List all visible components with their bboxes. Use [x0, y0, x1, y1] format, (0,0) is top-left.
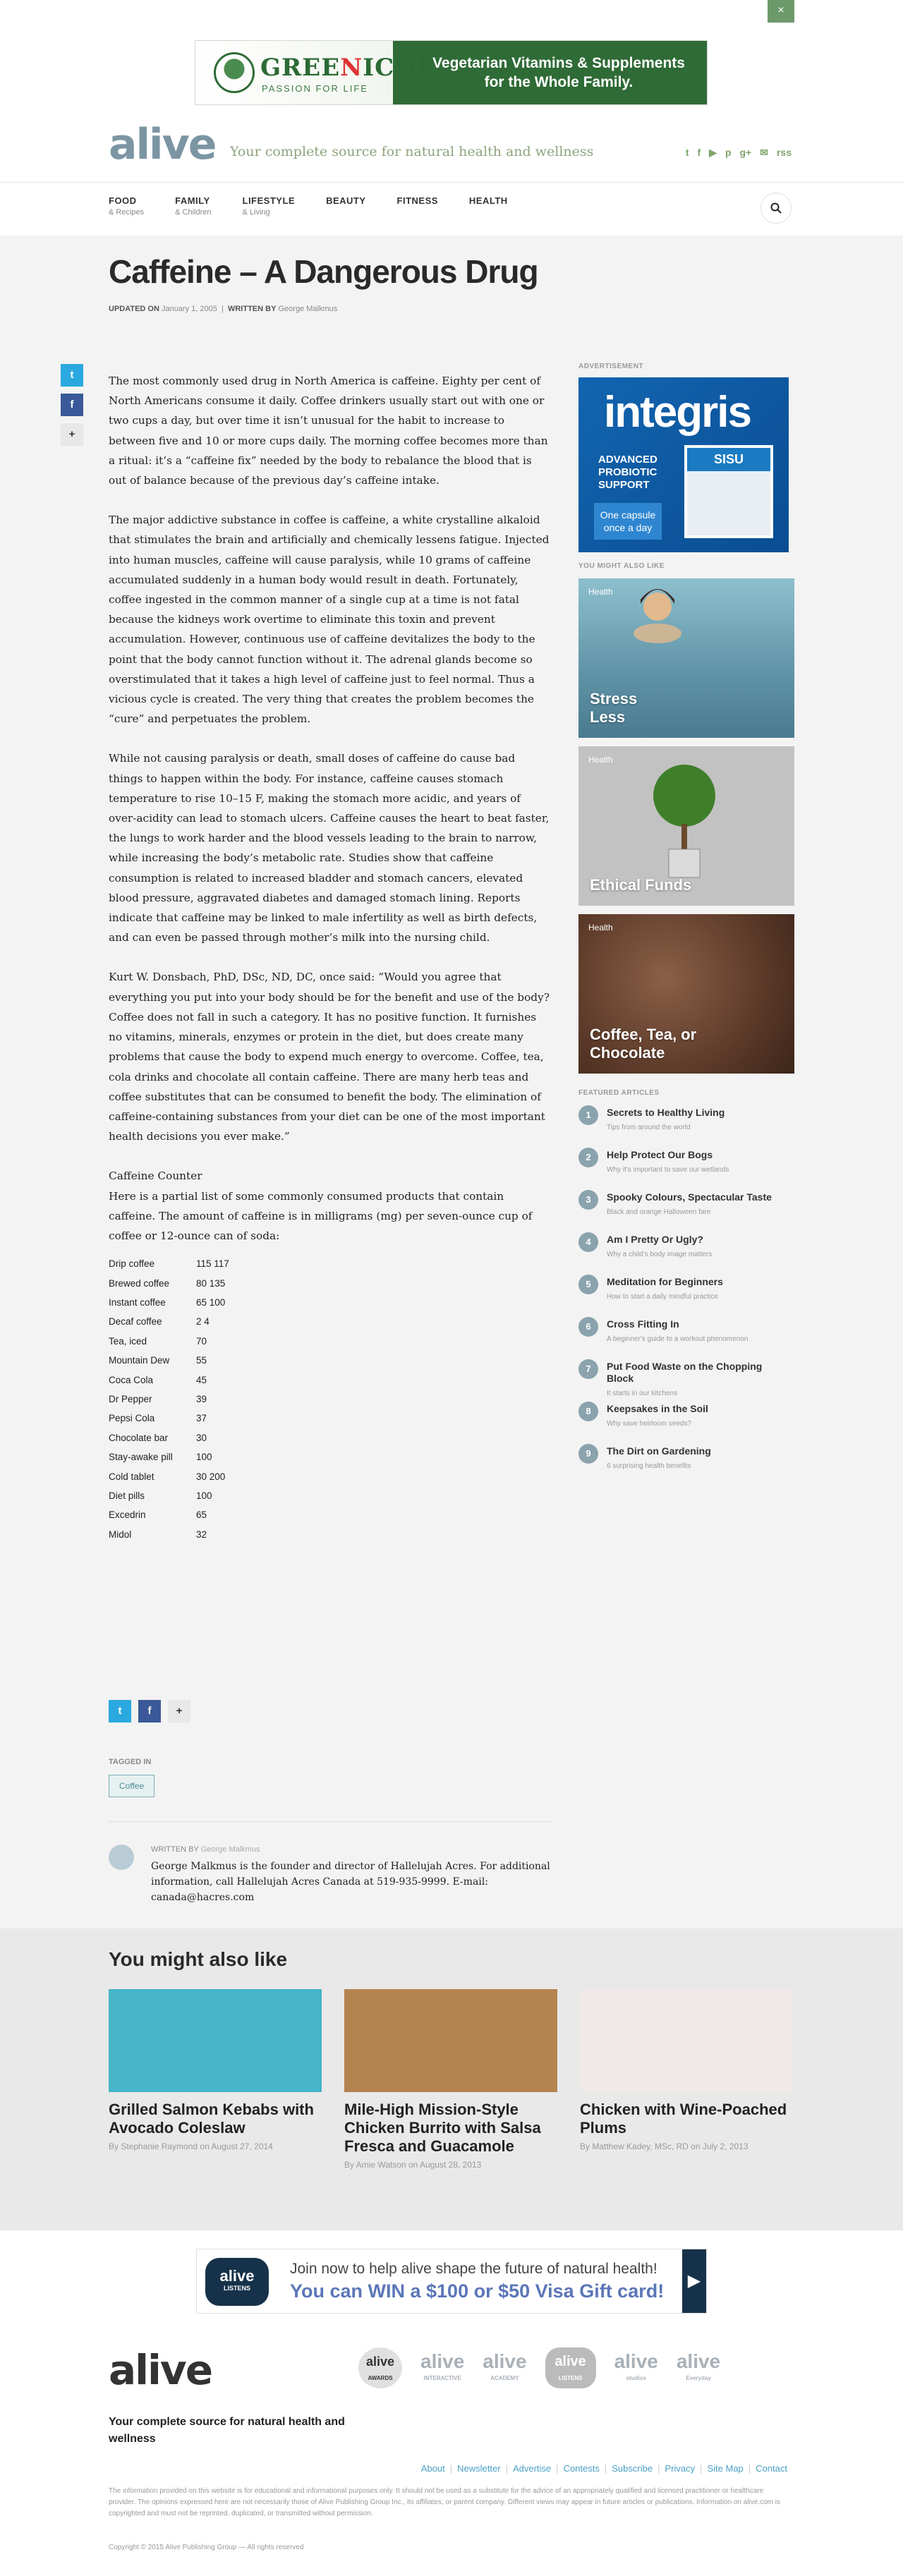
brand-everyday[interactable]: alive Everyday — [676, 2350, 721, 2381]
ad-brand-tagline: PASSION FOR LIFE — [262, 83, 368, 94]
nav-lifestyle[interactable]: LIFESTYLE & Living — [242, 195, 296, 217]
rss-icon[interactable]: rss — [776, 147, 792, 158]
article-body — [109, 371, 552, 1544]
author-bio: George Malkmus is the founder and director of Hallelujah Acres. For additional information, call Hallelujah Acres Canada at 519-935-9999. E-mail: canada@hacres.com — [151, 1861, 550, 1903]
counter-item: Cold tablet — [109, 1471, 154, 1482]
counter-row — [109, 1332, 552, 1351]
counter-row — [109, 1505, 552, 1524]
counter-mg: 70 — [196, 1335, 207, 1347]
featured-number: 2 — [578, 1148, 598, 1167]
counter-row — [109, 1525, 552, 1544]
email-icon[interactable]: ✉ — [760, 147, 768, 158]
tagged-label: TAGGED IN — [109, 1758, 152, 1766]
tag-coffee[interactable]: Coffee — [109, 1775, 154, 1797]
related-card[interactable]: Health Ethical Funds — [578, 746, 794, 906]
featured-item[interactable] — [578, 1190, 794, 1232]
search-icon — [770, 202, 782, 214]
site-header — [0, 120, 903, 169]
ad-message: Vegetarian Vitamins & Supplements for the Whole Family. — [432, 55, 685, 90]
featured-item[interactable] — [578, 1317, 794, 1359]
share-facebook-button[interactable]: f — [138, 1700, 161, 1723]
related-card[interactable]: Health Coffee, Tea, or Chocolate — [578, 914, 794, 1074]
featured-title: Put Food Waste on the Chopping Block It starts in our kitchens — [607, 1361, 763, 1397]
disclaimer: The information provided on this website is for educational and informational purposes only. It should not be used as a substitute for the advice of an appropriately qualified and licensed practitioner or healthcare provider. The opinions expressed here are not necessarily those of Alive Publishing Group Inc., its affiliates, or parent company. Different views may appear in future articles or publications. Information on alive.com is copyrighted and must not be reprinted, duplicated, or transmitted without permission. — [109, 2487, 780, 2517]
featured-item[interactable] — [578, 1444, 794, 1486]
counter-row — [109, 1409, 552, 1428]
counter-mg: 100 — [196, 1452, 212, 1463]
counter-mg: 39 — [196, 1393, 207, 1404]
recipe-card[interactable]: Chicken with Wine-Poached Plums By Matthew Kadey, MSc, RD on July 2, 2013 — [580, 1989, 793, 2151]
counter-intro: Here is a partial list of some commonly consumed products that contain caffeine. The amount of caffeine is in milligrams (mg) per seven-ounce cup of coffee or 12-ounce can of soda: — [109, 1189, 533, 1242]
search-button[interactable] — [760, 193, 792, 224]
featured-number: 6 — [578, 1317, 598, 1337]
site-tagline: Your complete source for natural health and wellness — [230, 144, 594, 159]
featured-item[interactable] — [578, 1232, 794, 1275]
counter-item: Midol — [109, 1529, 132, 1540]
counter-mg: 115 117 — [196, 1258, 229, 1270]
featured-item[interactable] — [578, 1148, 794, 1190]
brand-interactive[interactable]: alive INTERACTIVE — [420, 2350, 465, 2381]
footer-link[interactable]: Contests — [563, 2463, 600, 2474]
you-might-also-like — [0, 1928, 903, 2230]
article-paragraph: The major addictive substance in coffee is caffeine, a white crystalline alkaloid that stimulates the brain and artificially and chemically lessens fatigue. Injected into human muscles, caffeine will cause paralysis, while 10 grams of caffeine accumulated suddenly in a human body would result in death. Fortunately, coffee ingested in the common manner of a single cup at a time is not fatal because the kidneys work overtime to eliminate this toxin and prevent accumulation. However, continuous use of caffeine devitalizes the body to the point that the body cannot function without it. The adrenal glands become so overstimulated that it takes a high level of caffeine just to feel normal. Thus a vicious cycle is created. The very thing that creates the problem becomes the “cure” and perpetuates the problem. — [109, 514, 550, 726]
counter-row — [109, 1274, 552, 1293]
also-title: You might also like — [109, 1948, 288, 1970]
tags — [109, 1758, 154, 1797]
featured-title: Cross Fitting In A beginner's guide to a workout phenomenon — [607, 1318, 749, 1343]
share-twitter-button[interactable]: t — [61, 364, 83, 387]
brand-awards[interactable]: alive AWARDS — [358, 2347, 402, 2388]
tree-icon — [214, 52, 255, 93]
google-plus-icon[interactable]: g+ — [739, 147, 752, 158]
counter-row — [109, 1254, 552, 1273]
copyright: Copyright © 2015 Alive Publishing Group — All rights reserved — [109, 2544, 304, 2551]
counter-row — [109, 1467, 552, 1486]
counter-mg: 32 — [196, 1529, 207, 1540]
recipe-card[interactable]: Grilled Salmon Kebabs with Avocado Coleslaw By Stephanie Raymond on August 27, 2014 — [109, 1989, 322, 2151]
counter-item: Dr Pepper — [109, 1393, 152, 1404]
counter-row — [109, 1390, 552, 1409]
counter-item: Chocolate bar — [109, 1432, 169, 1443]
nav-fitness[interactable]: FITNESS — [396, 195, 438, 206]
facebook-icon[interactable]: f — [697, 147, 701, 158]
article-title: Caffeine – A Dangerous Drug — [109, 253, 538, 290]
recipe-card[interactable]: Mile-High Mission-Style Chicken Burrito with Salsa Fresca and Guacamole By Amie Watson on August 28, 2013 — [344, 1989, 557, 2170]
product-box: SISU — [684, 445, 773, 538]
counter-mg: 37 — [196, 1413, 207, 1424]
featured-item[interactable] — [578, 1105, 794, 1148]
site-footer — [0, 2332, 903, 2576]
might-like-label: YOU MIGHT ALSO LIKE — [578, 562, 665, 570]
nav-health[interactable]: HEALTH — [468, 195, 508, 206]
featured-title: Secrets to Healthy Living Tips from around the world — [607, 1107, 725, 1131]
bottom-banner-ad[interactable]: alive LISTENS Join now to help alive shape the future of natural health! You can WIN a $100 or $50 Visa Gift card! ▶ — [196, 2249, 707, 2314]
featured-label: FEATURED ARTICLES — [578, 1089, 660, 1097]
footer-brands — [358, 2347, 720, 2388]
brand-academy[interactable]: alive ACADEMY — [483, 2350, 527, 2381]
share-more-button[interactable]: + — [168, 1700, 190, 1723]
brand-studios[interactable]: alive studios — [614, 2350, 658, 2381]
counter-item: Coca Cola — [109, 1374, 154, 1385]
featured-number: 7 — [578, 1359, 598, 1379]
recipe-image — [344, 1989, 557, 2092]
footer-tagline: Your complete source for natural health and wellness — [109, 2416, 345, 2445]
counter-row — [109, 1428, 552, 1447]
featured-title: Keepsakes in the Soil Why save heirloom seeds? — [607, 1403, 708, 1428]
author-box — [109, 1821, 552, 1905]
recipe-image — [580, 1989, 793, 2092]
recipe-image — [109, 1989, 322, 2092]
featured-title: Spooky Colours, Spectacular Taste Black and orange Halloween fare — [607, 1191, 772, 1216]
counter-row — [109, 1351, 552, 1370]
counter-mg: 55 — [196, 1355, 207, 1366]
top-banner-ad[interactable] — [195, 40, 708, 105]
featured-title: Am I Pretty Or Ugly? Why a child's body image matters — [607, 1234, 713, 1258]
counter-item: Stay-awake pill — [109, 1452, 173, 1463]
author-byline: WRITTEN BY George Malkmus — [151, 1845, 260, 1854]
sidebar — [578, 363, 794, 1486]
featured-number: 8 — [578, 1402, 598, 1421]
counter-mg: 80 135 — [196, 1277, 226, 1289]
counter-mg: 30 — [196, 1432, 207, 1443]
featured-number: 9 — [578, 1444, 598, 1464]
share-twitter-button[interactable]: t — [109, 1700, 131, 1723]
nav-beauty[interactable]: BEAUTY — [326, 195, 366, 206]
footer-links: About | Newsletter | Advertise | Contests | Subscribe | Privacy | Site Map | Contact — [420, 2463, 787, 2474]
footer-link[interactable]: Subscribe — [612, 2463, 653, 2474]
counter-mg: 2 4 — [196, 1316, 210, 1328]
counter-title: Caffeine Counter — [109, 1169, 202, 1183]
alive-listens-badge: alive LISTENS — [205, 2258, 269, 2306]
footer-link[interactable]: Newsletter — [457, 2463, 501, 2474]
counter-item: Brewed coffee — [109, 1277, 170, 1289]
counter-item: Decaf coffee — [109, 1316, 162, 1328]
youtube-icon[interactable]: ▶ — [709, 147, 717, 158]
footer-link[interactable]: Contact — [756, 2463, 787, 2474]
counter-mg: 100 — [196, 1490, 212, 1501]
sidebar-ad[interactable]: integris ADVANCED PROBIOTIC SUPPORT One capsule once a day SISU — [578, 377, 789, 552]
share-more-button[interactable]: + — [61, 423, 83, 446]
main-nav — [0, 182, 903, 236]
site-logo[interactable]: alive — [109, 120, 216, 169]
counter-item: Pepsi Cola — [109, 1413, 155, 1424]
counter-item: Excedrin — [109, 1509, 146, 1521]
footer-link[interactable]: Privacy — [665, 2463, 696, 2474]
ad-brand: GREENICHE — [260, 54, 437, 82]
share-bottom — [109, 1700, 190, 1730]
counter-item: Drip coffee — [109, 1258, 155, 1270]
counter-mg: 30 200 — [196, 1471, 226, 1482]
counter-mg: 45 — [196, 1374, 207, 1385]
counter-item: Instant coffee — [109, 1296, 166, 1308]
share-facebook-button[interactable]: f — [61, 394, 83, 416]
caffeine-table — [109, 1254, 552, 1544]
counter-row — [109, 1312, 552, 1331]
featured-articles — [578, 1089, 794, 1486]
counter-mg: 65 100 — [196, 1296, 226, 1308]
pinterest-icon[interactable]: p — [725, 147, 732, 158]
featured-number: 1 — [578, 1105, 598, 1125]
featured-number: 4 — [578, 1232, 598, 1252]
twitter-icon[interactable]: t — [685, 147, 689, 158]
featured-title: Help Protect Our Bogs Why it's important to save our wetlands — [607, 1149, 729, 1174]
footer-link[interactable]: About — [420, 2463, 445, 2474]
author-avatar — [109, 1845, 134, 1870]
share-sidebar — [61, 364, 83, 453]
featured-number: 5 — [578, 1275, 598, 1294]
footer-link[interactable]: Advertise — [512, 2463, 552, 2474]
featured-number: 3 — [578, 1190, 598, 1210]
footer-link[interactable]: Site Map — [707, 2463, 744, 2474]
arrow-icon: ▶ — [682, 2249, 706, 2313]
featured-item[interactable] — [578, 1402, 794, 1444]
ad-label: ADVERTISEMENT — [578, 363, 644, 370]
article-paragraph: While not causing paralysis or death, small doses of caffeine do cause bad things to happen within the body. For instance, caffeine causes stomach temperature to rise 10–15 F, making the stomach more acidic, and years of over-acidity can lead to stomach ulcers. Caffeine causes the heart to beat faster, the lungs to work harder and the blood vessels leading to the brain to narrow, while increasing the body’s metabolic rate. Studies show that caffeine consumption is related to increased bladder and stomach cancers, elevated blood pressure, aggravated diabetes and damaged stomach lining. Reports indicate that caffeine may be linked to male infertility as well as birth defects, and can even be passed through mother’s milk into the nursing child. — [109, 752, 550, 944]
article-meta: UPDATED ON January 1, 2005 | WRITTEN BY George Malkmus — [109, 305, 338, 313]
counter-item: Diet pills — [109, 1490, 145, 1501]
featured-item[interactable] — [578, 1359, 794, 1402]
counter-item: Mountain Dew — [109, 1355, 170, 1366]
nav-family[interactable]: FAMILY & Children — [175, 195, 212, 217]
counter-item: Tea, iced — [109, 1335, 147, 1347]
featured-item[interactable] — [578, 1275, 794, 1317]
close-ad-button[interactable]: × — [768, 0, 794, 23]
brand-listens[interactable]: alive LISTENS — [545, 2347, 596, 2388]
related-card[interactable]: Health Stress Less — [578, 578, 794, 738]
featured-title: The Dirt on Gardening 6 surprising health benefits — [607, 1445, 711, 1470]
nav-food[interactable]: FOOD & Recipes — [109, 195, 145, 217]
counter-row — [109, 1371, 552, 1390]
featured-title: Meditation for Beginners How to start a daily mindful practice — [607, 1276, 723, 1301]
article-paragraph: Kurt W. Donsbach, PhD, DSc, ND, DC, once said: “Would you agree that everything you put into your body should be for the benefit and use of the body? Coffee does not fall in such a category. It has no positive function. It furnishes no vitamins, minerals, enzymes or protein in the diet, but does create many problems that cause the body to expend much energy to overcome. Coffee, tea, cola drinks and chocolate all contain caffeine. There are many herb teas and coffee substitutes that can be consumed to benefit the body. The elimination of caffeine-containing substances from your diet can be one of the most important health decisions you ever make.” — [109, 971, 550, 1143]
article-paragraph: The most commonly used drug in North America is caffeine. Eighty per cent of North Americans consume it daily. Coffee drinkers usually start out with one or two cups a day, but over time it isn’t unusual for the habit to increase to between five and 10 or more cups daily. The morning coffee becomes more than a ritual: it’s a “caffeine fix” needed by the body to rebalance the blood that is out of balance because of the previous day’s caffeine intake. — [109, 375, 548, 487]
footer-logo[interactable]: alive — [109, 2346, 212, 2394]
counter-row — [109, 1293, 552, 1312]
counter-row — [109, 1486, 552, 1505]
counter-mg: 65 — [196, 1509, 207, 1521]
counter-row — [109, 1447, 552, 1466]
social-links — [686, 147, 792, 159]
